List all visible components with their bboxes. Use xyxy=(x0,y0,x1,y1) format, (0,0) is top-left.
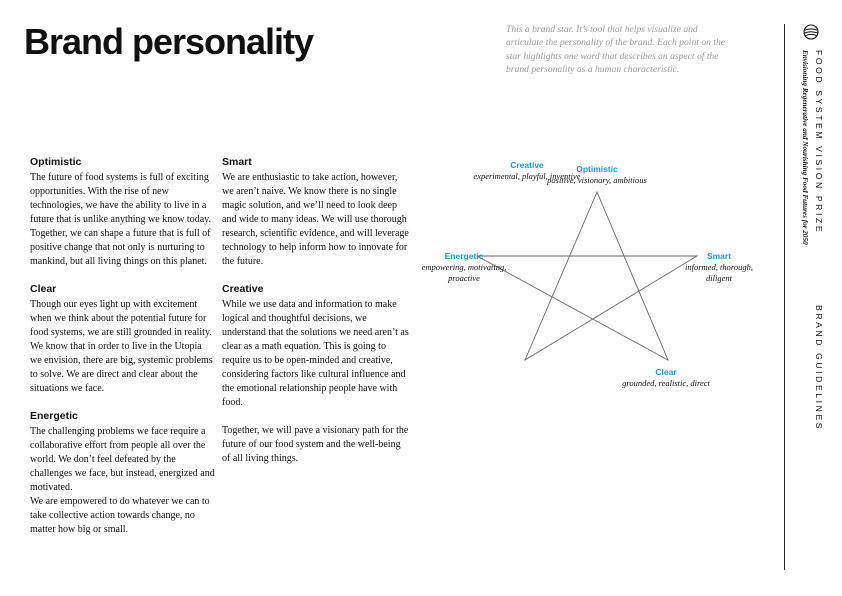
section-title: Optimistic xyxy=(30,156,82,168)
star-point-creative xyxy=(462,160,592,182)
star-point-desc: grounded, realistic, direct xyxy=(622,378,710,388)
section-title: Energetic xyxy=(30,410,78,422)
star-point-label: Clear xyxy=(655,367,677,377)
section-clear xyxy=(30,282,215,396)
section-energetic xyxy=(30,409,215,537)
globe-icon xyxy=(803,24,819,40)
star-point-smart xyxy=(672,251,766,284)
section-label: BRAND GUIDELINES xyxy=(814,305,824,432)
section-title: Clear xyxy=(30,283,57,295)
star-point-desc: positive, visionary, ambitious xyxy=(547,175,647,185)
star-point-desc: experimental, playful, inventive xyxy=(473,171,581,181)
page-title: Brand personality xyxy=(24,21,314,62)
section-title: Smart xyxy=(222,156,252,168)
section-body: The future of food systems is full of exciting opportunities. With the rise of new technologies, we have the ability to live in a future that is unlike anything we know today. Together, we can shape a future that is full of positive change that not only is nurturing to mankind, but all living things on this planet. xyxy=(30,172,211,267)
brand-tagline: Envisioning Regenerative and Nourishing Food Futures for 2050 xyxy=(801,50,809,245)
middle-column xyxy=(222,155,410,479)
brand-star xyxy=(410,160,780,400)
star-point-label: Optimistic xyxy=(576,164,618,174)
section-smart xyxy=(222,155,410,269)
star-point-clear xyxy=(606,367,726,389)
left-column xyxy=(30,155,215,550)
star-point-desc: informed, thorough, diligent xyxy=(685,262,753,283)
star-point-label: Energetic xyxy=(444,251,484,261)
section-title: Creative xyxy=(222,283,264,295)
sidebar-divider xyxy=(784,24,785,570)
section-body: Though our eyes light up with excitement when we think about the potential future for food systems, we are still grounded in reality. We know that in order to live in the Utopia we envision, there are big, systemic problems to solve. We are direct and clear about the situations we face. xyxy=(30,299,213,394)
star-point-desc: empowering, motivating, proactive xyxy=(421,262,507,283)
section-body: While we use data and information to make logical and thoughtful decisions, we understand that the solutions we need aren’t as clear as a math equation. This is going to require us to be open-minded and creative, considering factors like cultural influence and the emotional relationship people have with food. Together, we will pave a visionary path for the future of our food system and the well-being of all living things. xyxy=(222,299,409,464)
section-optimistic xyxy=(30,155,215,269)
star-point-label: Smart xyxy=(706,251,732,261)
brand-name: FOOD SYSTEM VISION PRIZE xyxy=(814,50,824,235)
star-point-energetic xyxy=(414,251,514,284)
section-body: The challenging problems we face require a collaborative effort from people all over the world. We don’t feel defeated by the challenges we face, but instead, energized and motivated. We are empowered to do whatever we can to take collective action towards change, no matter how big or small. xyxy=(30,426,215,535)
star-point-label: Creative xyxy=(510,160,544,170)
section-body: We are enthusiastic to take action, however, we aren’t naive. We know there is no single magic solution, and we’ll need to look deep and wide to many ideas. We will use thorough research, scientific evidence, and will leverage technology to help inform how to innovate for the future. xyxy=(222,172,409,267)
intro-text: This a brand star. It’s tool that helps visualize and articulate the personality of the brand. Each point on the star highlights one word that describes an aspect of the brand personality as a human characteristic. xyxy=(506,24,726,76)
section-creative xyxy=(222,282,410,466)
